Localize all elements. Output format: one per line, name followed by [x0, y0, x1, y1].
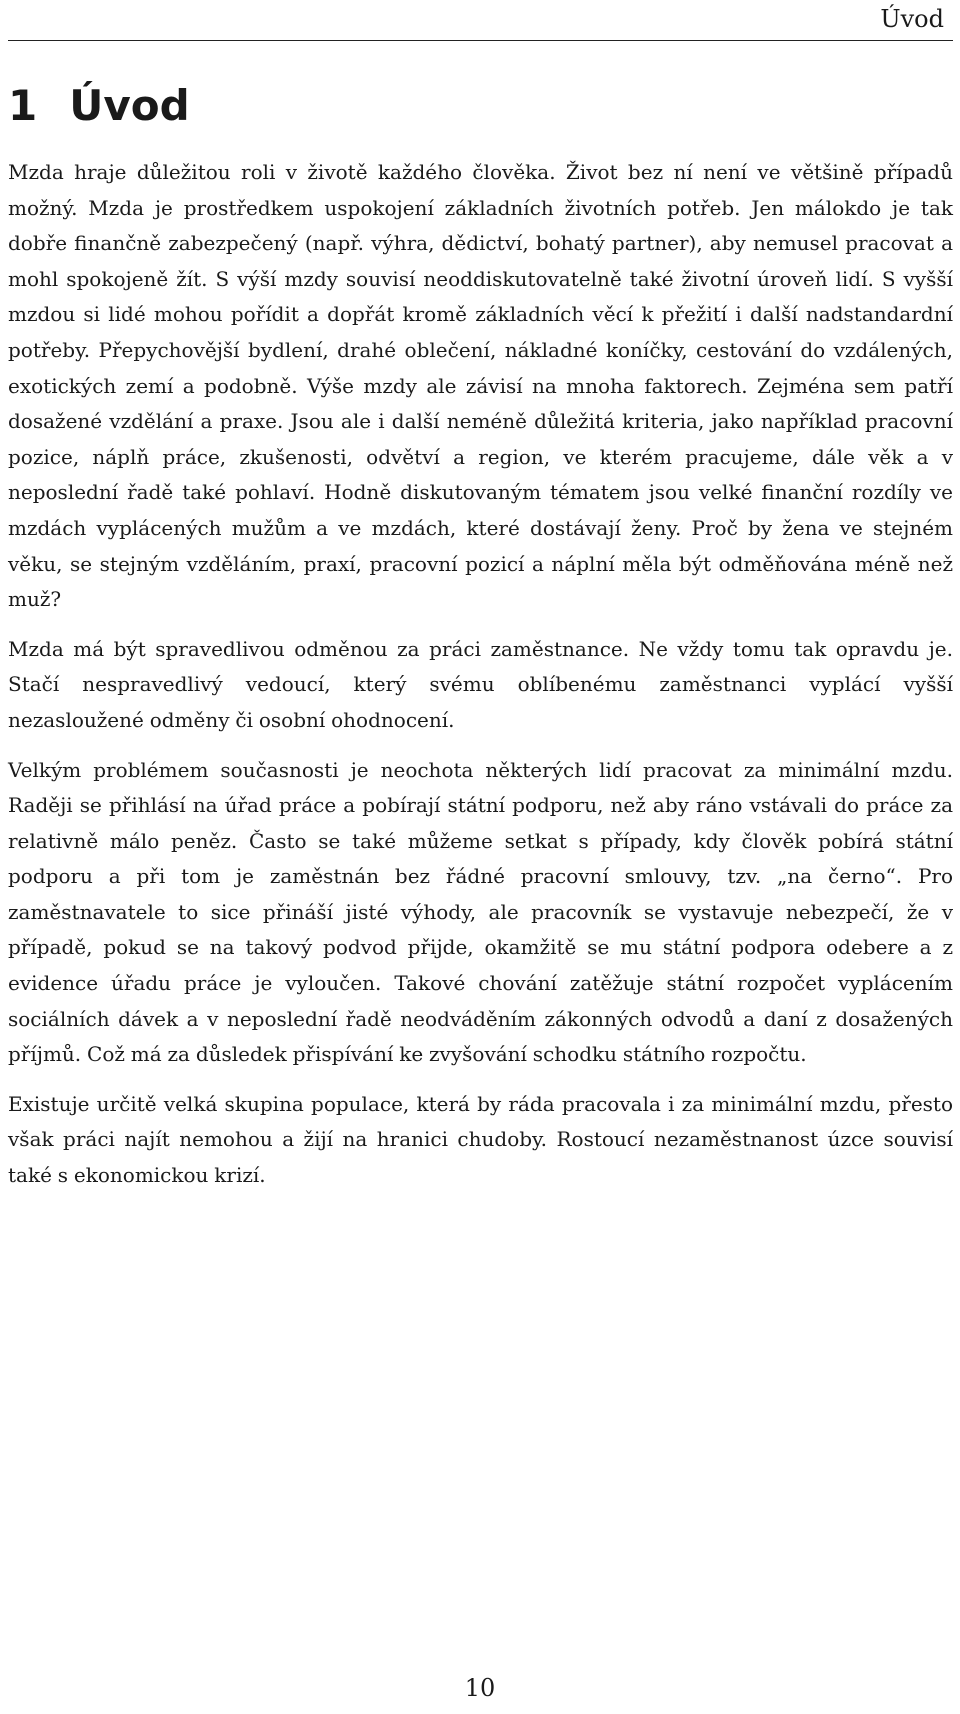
chapter-title: Úvod [69, 81, 190, 130]
page-number: 10 [464, 1674, 496, 1702]
chapter-heading [8, 78, 190, 134]
paragraph-wage-importance: Mzda hraje důležitou roli v životě každého člověka. Život bez ní není ve většině případů možný. Mzda je prostředkem uspokojení základních životních potřeb. Jen málokdo je tak dobře finančně zabezpečený (např. výhra, dědictví, bohatý partner), aby nemusel pracovat a mohl spokojeně žít. S výší mzdy souvisí neoddiskutovatelně také životní úroveň lidí. S vyšší mzdou si lidé mohou pořídit a dopřát kromě základních věcí k přežití i další nadstandardní potřeby. Přepychovější bydlení, drahé oblečení, nákladné koníčky, cestování do vzdálených, exotických zemí a podobně. Výše mzdy ale závisí na mnoha faktorech. Zejména sem patří dosažené vzdělání a praxe. Jsou ale i další neméně důležitá kriteria, jako například pracovní pozice, náplň práce, zkušenosti, odvětví a region, ve kterém pracujeme, dále věk a v neposlední řadě také pohlaví. Hodně diskutovaným tématem jsou velké finanční rozdíly ve mzdách vyplácených mužům a ve mzdách, které dostávají ženy. Proč by žena ve stejném věku, se stejným vzděláním, praxí, pracovní pozicí a náplní měla být odměňována méně než muž? [8, 160, 953, 612]
paragraph-fair-reward: Mzda má být spravedlivou odměnou za práci zaměstnance. Ne vždy tomu tak opravdu je. Stačí nespravedlivý vedoucí, který svému oblíbenému zaměstnanci vyplácí vyšší nezasloužené odměny či osobní ohodnocení. [8, 636, 953, 732]
running-header: Úvod [880, 5, 944, 33]
body-text [8, 155, 953, 1208]
chapter-number: 1 [8, 81, 38, 130]
header-rule [8, 40, 953, 41]
paragraph-minimum-wage: Velkým problémem současnosti je neochota některých lidí pracovat za minimální mzdu. Raději se přihlásí na úřad práce a pobírají státní podporu, než aby ráno vstávali do práce za relativně málo peněz. Často se také můžeme setkat s případy, kdy člověk pobírá státní podporu a při tom je zaměstnán bez řádné pracovní smlouvy, tzv. „na černo“. Pro zaměstnavatele to sice přináší jisté výhody, ale pracovník se vystavuje nebezpečí, že v případě, pokud se na takový podvod přijde, okamžitě se mu státní podpora odebere a z evidence úřadu práce je vyloučen. Takové chování zatěžuje státní rozpočet vyplácením sociálních dávek a v neposlední řadě neodváděním zákonných odvodů a daní z dosažených příjmů. Což má za důsledek přispívání ke zvyšování schodku státního rozpočtu. [8, 757, 953, 1067]
paragraph-unemployment: Existuje určitě velká skupina populace, která by ráda pracovala i za minimální mzdu, přesto však práci najít nemohou a žijí na hranici chudoby. Rostoucí nezaměstnanost úzce souvisí také s ekonomickou krizí. [8, 1091, 953, 1188]
